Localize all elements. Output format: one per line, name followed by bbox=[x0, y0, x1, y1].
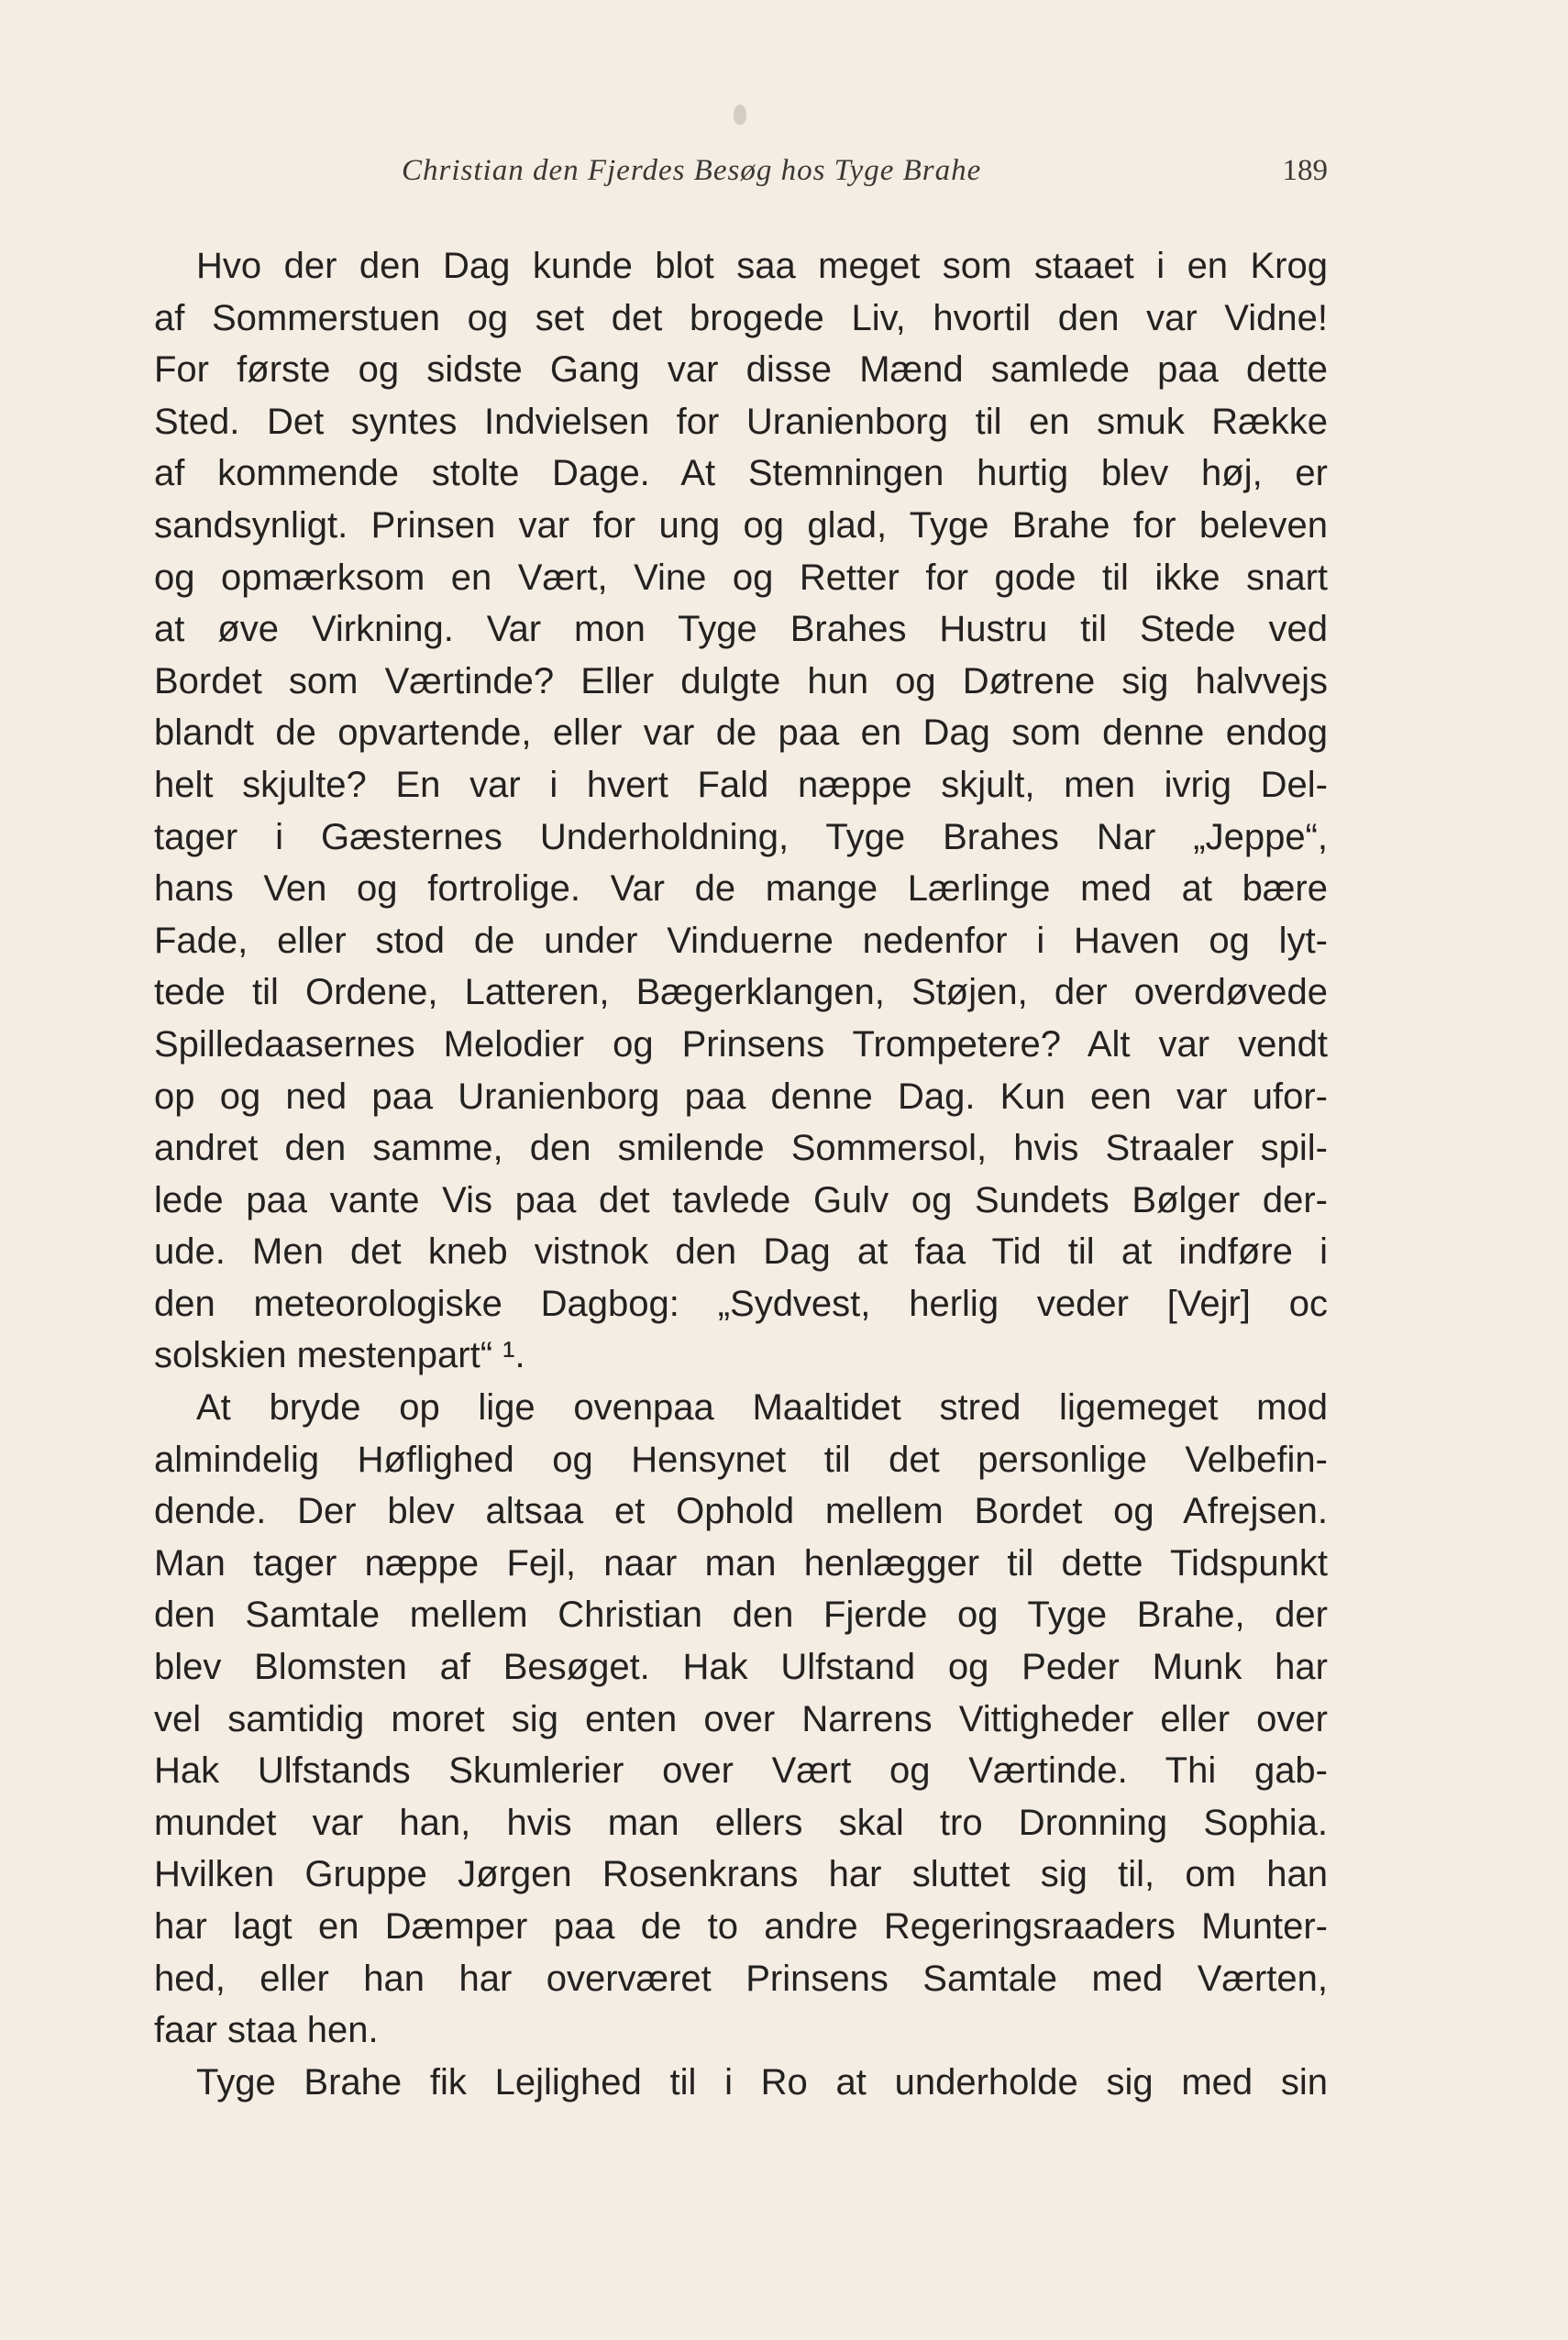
text-line: For første og sidste Gang var disse Mænd samlede paa dette bbox=[154, 349, 1328, 391]
text-line: Bordet som Værtinde? Eller dulgte hun og Døtrene sig halvvejs bbox=[154, 660, 1328, 701]
text-line: tede til Ordene, Latteren, Bægerklangen, Støjen, der overdøvede bbox=[154, 972, 1328, 1013]
text-line: hans Ven og fortrolige. Var de mange Lærlinge med at bære bbox=[154, 868, 1328, 910]
text-line: solskien mestenpart“ ¹. bbox=[154, 1335, 525, 1376]
text-line: at øve Virkning. Var mon Tyge Brahes Hustru til Stede ved bbox=[154, 609, 1328, 650]
text-line: Hak Ulfstands Skumlerier over Vært og Værtinde. Thi gab- bbox=[154, 1750, 1328, 1792]
text-line: ude. Men det kneb vistnok den Dag at faa Tid til at indføre i bbox=[154, 1231, 1328, 1273]
text-line: op og ned paa Uranienborg paa denne Dag. Kun een var ufor- bbox=[154, 1076, 1328, 1117]
text-line: sandsynligt. Prinsen var for ung og glad, Tyge Brahe for beleven bbox=[154, 504, 1328, 546]
text-line: tager i Gæsternes Underholdning, Tyge Brahes Nar „Jeppe“, bbox=[154, 816, 1328, 857]
text-line: hed, eller han har overværet Prinsens Samtale med Værten, bbox=[154, 1958, 1328, 1999]
text-line: lede paa vante Vis paa det tavlede Gulv og Sundets Bølger der- bbox=[154, 1179, 1328, 1220]
text-line: den meteorologiske Dagbog: „Sydvest, herlig veder [Vejr] oc bbox=[154, 1283, 1328, 1324]
text-line: har lagt en Dæmper paa de to andre Regeringsraaders Munter- bbox=[154, 1906, 1328, 1947]
ink-smudge bbox=[734, 105, 746, 125]
text-line: andret den samme, den smilende Sommersol, hvis Straaler spil- bbox=[154, 1128, 1328, 1169]
text-line: Man tager næppe Fejl, naar man henlægger til dette Tidspunkt bbox=[154, 1542, 1328, 1584]
text-line: Spilledaasernes Melodier og Prinsens Trompetere? Alt var vendt bbox=[154, 1023, 1328, 1065]
body-text bbox=[154, 240, 1328, 2108]
text-line: faar staa hen. bbox=[154, 2010, 379, 2051]
text-line: Tyge Brahe fik Lejlighed til i Ro at underholde sig med sin bbox=[196, 2061, 1328, 2103]
page-header bbox=[154, 154, 1328, 194]
text-line: vel samtidig moret sig enten over Narrens Vittigheder eller over bbox=[154, 1698, 1328, 1739]
text-line: Hvilken Gruppe Jørgen Rosenkrans har sluttet sig til, om han bbox=[154, 1854, 1328, 1895]
text-line: dende. Der blev altsaa et Ophold mellem Bordet og Afrejsen. bbox=[154, 1491, 1328, 1532]
text-line: blandt de opvartende, eller var de paa en Dag som denne endog bbox=[154, 712, 1328, 754]
text-line: almindelig Høflighed og Hensynet til det personlige Velbefin- bbox=[154, 1439, 1328, 1480]
text-line: mundet var han, hvis man ellers skal tro Dronning Sophia. bbox=[154, 1802, 1328, 1843]
text-line: af kommende stolte Dage. At Stemningen hurtig blev høj, er bbox=[154, 453, 1328, 494]
running-title: Christian den Fjerdes Besøg hos Tyge Brahe bbox=[402, 154, 982, 187]
text-line: og opmærksom en Vært, Vine og Retter for gode til ikke snart bbox=[154, 557, 1328, 598]
text-line: At bryde op lige ovenpaa Maaltidet stred ligemeget mod bbox=[196, 1387, 1328, 1429]
text-line: Fade, eller stod de under Vinduerne nedenfor i Haven og lyt- bbox=[154, 920, 1328, 961]
text-line: Sted. Det syntes Indvielsen for Uranienborg til en smuk Række bbox=[154, 401, 1328, 442]
page-number: 189 bbox=[1282, 154, 1328, 187]
text-line: helt skjulte? En var i hvert Fald næppe skjult, men ivrig Del- bbox=[154, 764, 1328, 805]
text-line: af Sommerstuen og set det brogede Liv, hvortil den var Vidne! bbox=[154, 297, 1328, 338]
text-line: blev Blomsten af Besøget. Hak Ulfstand og Peder Munk har bbox=[154, 1647, 1328, 1688]
text-line: den Samtale mellem Christian den Fjerde og Tyge Brahe, der bbox=[154, 1595, 1328, 1636]
text-line: Hvo der den Dag kunde blot saa meget som staaet i en Krog bbox=[196, 246, 1328, 286]
